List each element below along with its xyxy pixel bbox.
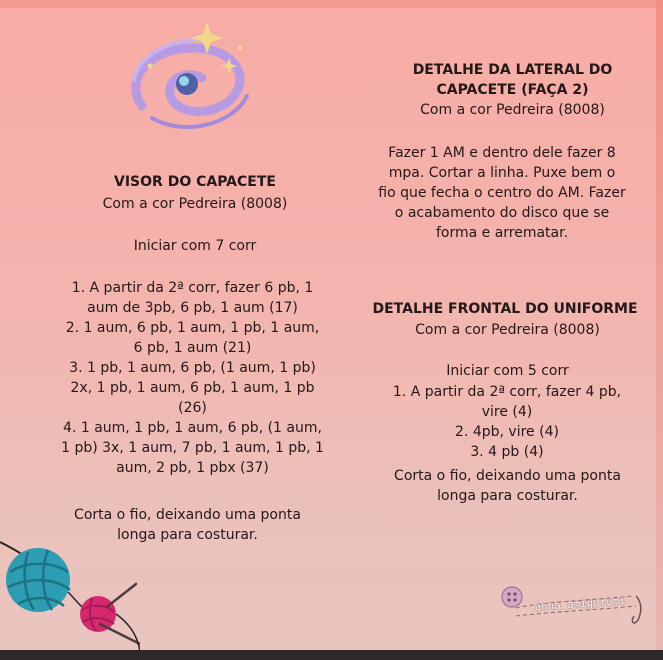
visor-steps: 1. A partir da 2ª corr, fazer 6 pb, 1 aum de 3pb, 6 pb, 1 aum (17) 2. 1 aum, 6 pb, 1 aum, 1 pb, 1 aum, 6 pb, 1 aum (21) 3. 1 pb, 1 aum, 6 pb, (1 aum, 1 pb) 2x, 1 pb, 1 aum, 6 pb, 1 aum, 1 pb (26) 4. 1 aum, 1 pb, 1 aum, 6 pb, (1 aum, 1 pb) 3x, 1 aum, 7 pb, 1 aum, 1 pb, 1 aum, 2 pb, 1 pbx (37) [61,280,324,476]
frontal-color: Com a cor Pedreira (8008) [415,322,600,338]
yarn-balls-icon [0,532,140,657]
top-border [0,0,663,8]
frontal-steps: 1. A partir da 2ª corr, fazer 4 pb, vire (4) 2. 4pb, vire (4) 3. 4 pb (4) [392,384,622,460]
visor-color: Com a cor Pedreira (8008) [102,196,288,212]
visor-title: VISOR DO CAPACETE [114,174,276,190]
lateral-color: Com a cor Pedreira (8008) [420,102,605,118]
visor-start: Iniciar com 7 corr [133,238,257,254]
galaxy-icon [112,18,262,148]
right-border [656,0,663,660]
lateral-title: DETALHE DA LATERAL DO CAPACETE (FAÇA 2) [412,62,613,98]
signature-text: anna_amigurumi [534,595,627,614]
lateral-body: Fazer 1 AM e dentro dele fazer 8 mpa. Cortar a linha. Puxe bem o fio que fecha o centro do AM. Fazer o acabamento do disco que se forma e arrematar. [378,145,626,241]
bottom-bar [0,650,663,660]
visor-end: Corta o fio, deixando uma ponta longa para costurar. [74,507,301,543]
frontal-title: DETALHE FRONTAL DO UNIFORME [372,301,638,317]
frontal-start: Iniciar com 5 corr [446,363,569,379]
frontal-end: Corta o fio, deixando uma ponta longa para costurar. [394,468,621,504]
